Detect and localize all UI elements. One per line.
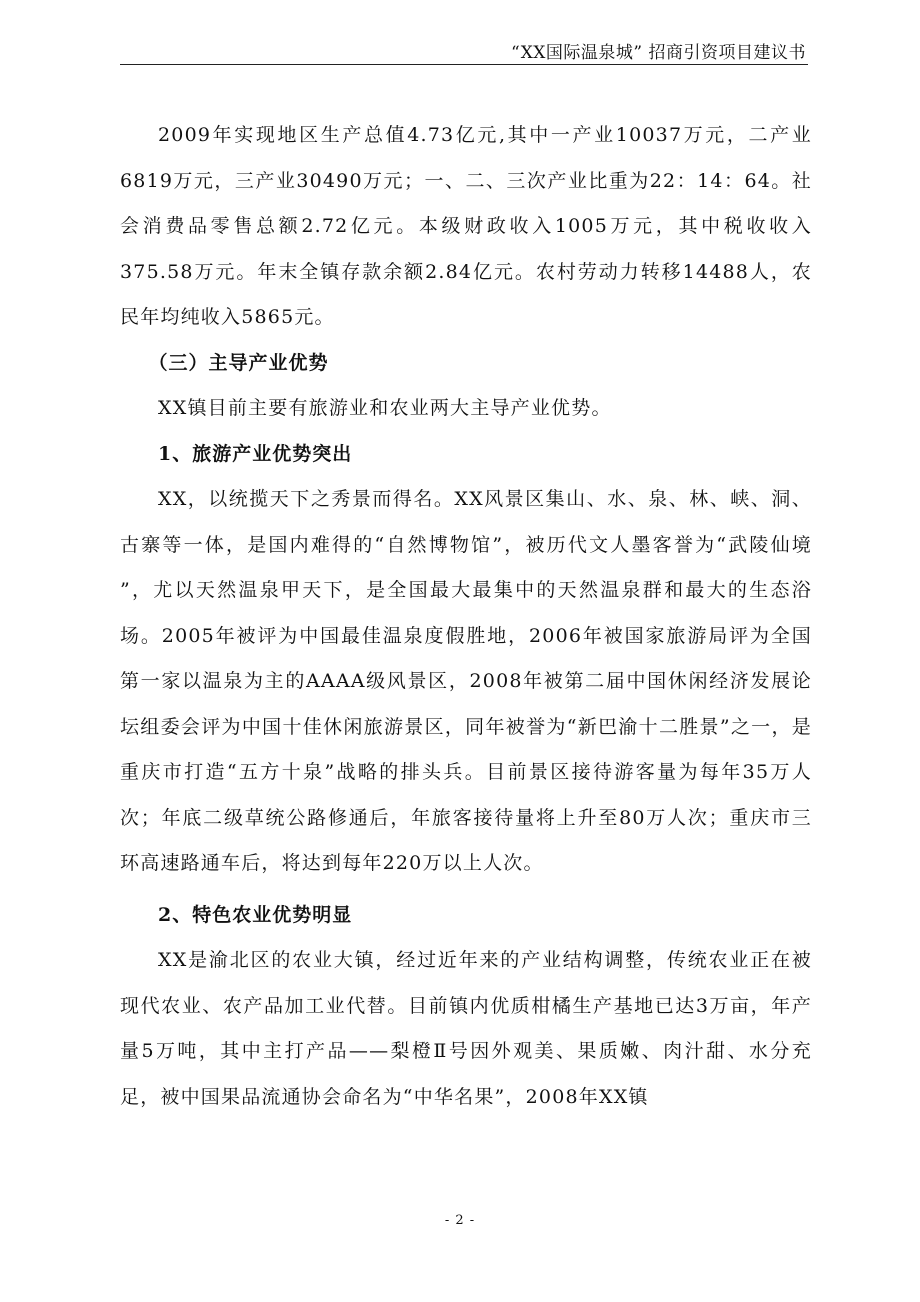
document-body — [120, 113, 812, 1120]
page-header — [0, 36, 920, 66]
paragraph-tourism: XX，以统揽天下之秀景而得名。XX风景区集山、水、泉、林、峡、洞、古寨等一体，是国内难得的“自然博物馆”，被历代文人墨客誉为“武陵仙境 ”，尤以天然温泉甲天下，是全国最大最集中的天然温泉群和最大的生态浴场。2005年被评为中国最佳温泉度假胜地，2006年被国家旅游局评为全国第一家以温泉为主的AAAA级风景区，2008年被第二届中国休闲经济发展论坛组委会评为中国十佳休闲旅游景区，同年被誉为“新巴渝十二胜景”之一，是重庆市打造“五方十泉”战略的排头兵。目前景区接待游客量为每年35万人次；年底二级草统公路修通后，年旅客接待量将上升至80万人次；重庆市三环高速路通车后，将达到每年220万以上人次。 — [120, 488, 812, 874]
page-number: - 2 - — [444, 1213, 476, 1228]
paragraph-agriculture: XX是渝北区的农业大镇，经过近年来的产业结构调整，传统农业正在被现代农业、农产品加工业代替。目前镇内优质柑橘生产基地已达3万亩，年产量5万吨，其中主打产品——梨橙Ⅱ号因外观美、果质嫩、肉汁甜、水分充足，被中国果品流通协会命名为“中华名果”，2008年XX镇 — [120, 949, 812, 1108]
document-title: “XX国际温泉城” 招商引资项目建议书 — [511, 43, 806, 63]
paragraph-industries-intro: XX镇目前主要有旅游业和农业两大主导产业优势。 — [158, 397, 612, 419]
subheading-tourism: 1、旅游产业优势突出 — [158, 442, 353, 465]
header-divider — [120, 64, 808, 65]
subheading-agriculture: 2、特色农业优势明显 — [158, 903, 353, 926]
section-heading-leading-industries: （三）主导产业优势 — [148, 351, 329, 374]
paragraph-economy: 2009年实现地区生产总值4.73亿元,其中一产业10037万元，二产业6819万元，三产业30490万元；一、二、三次产业比重为22：14：64。社会消费品零售总额2.72亿元。本级财政收入1005万元，其中税收收入375.58万元。年末全镇存款余额2.84亿元。农村劳动力转移14488人，农民年均纯收入5865元。 — [120, 124, 812, 328]
